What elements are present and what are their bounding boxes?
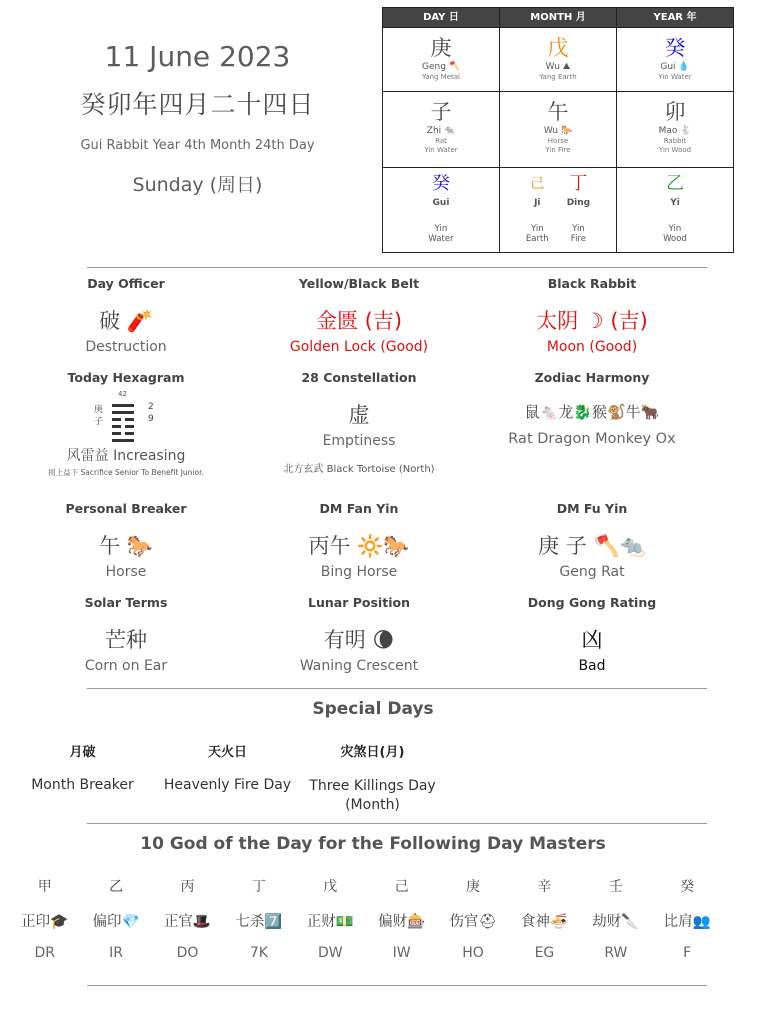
day-stem: 庚	[430, 36, 452, 60]
stem-xin: 辛	[537, 879, 552, 895]
ten-gods-codes-row	[9, 945, 759, 961]
stems-row	[383, 27, 733, 91]
dong-gong-label: Dong Gong Rating	[527, 595, 657, 610]
zodiac-zh: 鼠🐁龙🐉猴🐒牛🐂	[524, 403, 660, 421]
year-stem: 癸	[664, 36, 686, 60]
month-branch-cell	[500, 92, 617, 167]
year-branch-name: Mao 🐇	[658, 126, 692, 136]
year-stem-cell	[617, 28, 733, 91]
stem-gui: 癸	[680, 879, 695, 895]
dm-fan-yin-section	[244, 501, 474, 580]
constellation-section	[244, 370, 474, 475]
solar-terms-en: Corn on Ear	[84, 658, 168, 674]
dm-fu-yin-section	[477, 501, 707, 580]
belt-section	[244, 276, 474, 355]
year-hidden-cell	[617, 168, 733, 252]
dm-fu-yin-label: DM Fu Yin	[556, 501, 628, 516]
day-stem-element: Yang Metal	[421, 73, 461, 81]
god-direct-wealth: 正财💵	[306, 914, 354, 930]
special-day-3-en: Three Killings Day (Month)	[309, 778, 436, 813]
special-day-2-zh: 天火日	[207, 745, 247, 760]
day-hidden-stem: 癸	[432, 173, 450, 194]
stem-geng: 庚	[466, 879, 481, 895]
personal-breaker-section	[26, 501, 226, 580]
hexagram-note: 损上益下 Sacrifice Senior To Benefit Junior.	[48, 468, 204, 477]
day-stem-name: Geng 🪓	[422, 62, 460, 72]
month-hidden-stem-1: 己	[530, 176, 545, 192]
special-day-3-zh: 灾煞日(月)	[340, 745, 405, 760]
special-day-1-en: Month Breaker	[31, 777, 134, 793]
branches-row	[383, 91, 733, 167]
month-hidden-cell	[500, 168, 617, 252]
weekday: Sunday (周日)	[132, 174, 263, 196]
code-rw: RW	[604, 945, 628, 961]
god-direct-resource: 正印🎓	[21, 914, 69, 930]
hexagram-lines-icon	[112, 404, 134, 446]
stem-wu: 戊	[323, 879, 338, 895]
month-stem: 戊	[547, 36, 569, 60]
dm-fu-yin-en: Geng Rat	[559, 564, 625, 580]
stem-ding: 丁	[251, 879, 266, 895]
month-hidden-element2-1: Earth	[525, 234, 549, 244]
code-eg: EG	[534, 945, 555, 961]
god-indirect-wealth: 偏财🎰	[378, 914, 426, 930]
year-branch-cell	[617, 92, 733, 167]
year-hidden-stem: 乙	[666, 173, 684, 194]
code-f: F	[683, 945, 692, 961]
belt-label: Yellow/Black Belt	[298, 276, 420, 291]
stem-ren: 壬	[608, 879, 623, 895]
divider-3	[87, 823, 707, 824]
constellation-en: Emptiness	[322, 433, 396, 449]
day-branch-animal: Rat	[435, 137, 447, 145]
zodiac-label: Zodiac Harmony	[534, 370, 650, 385]
day-header: DAY 日	[383, 8, 500, 27]
day-branch-cell	[383, 92, 500, 167]
dong-gong-zh: 凶	[581, 628, 603, 652]
year-hidden-element1: Yin	[668, 224, 682, 234]
code-iw: IW	[392, 945, 411, 961]
code-do: DO	[176, 945, 199, 961]
ten-gods-names-row	[9, 910, 759, 931]
date-block	[0, 40, 395, 197]
personal-breaker-label: Personal Breaker	[65, 501, 187, 516]
hexagram-right-top: 2	[148, 402, 154, 412]
stem-jia: 甲	[37, 879, 52, 895]
god-eating-god: 食神🍜	[520, 914, 568, 930]
year-branch: 卯	[664, 100, 686, 124]
month-branch-element: Yin Fire	[545, 146, 571, 154]
day-hidden-element2: Water	[428, 234, 454, 244]
constellation-label: 28 Constellation	[301, 370, 417, 385]
year-branch-element: Yin Wood	[658, 146, 692, 154]
month-hidden-element1-2: Yin	[572, 224, 585, 234]
code-ir: IR	[109, 945, 124, 961]
code-ho: HO	[462, 945, 484, 961]
hexagram-section	[26, 370, 226, 478]
god-rob-wealth: 劫财🔪	[592, 914, 640, 930]
personal-breaker-en: Horse	[105, 564, 147, 580]
day-officer-label: Day Officer	[87, 276, 165, 291]
day-officer-zh: 破 🧨	[99, 309, 153, 333]
dm-fan-yin-label: DM Fan Yin	[319, 501, 399, 516]
special-day-2-en: Heavenly Fire Day	[163, 777, 292, 793]
dm-fu-yin-zh: 庚 子 🪓🐀	[538, 534, 646, 558]
year-branch-animal: Rabbit	[663, 137, 687, 145]
hexagram-left-top: 庚	[94, 405, 104, 415]
solar-terms-zh: 芒种	[105, 628, 147, 652]
hexagram-label: Today Hexagram	[67, 370, 185, 385]
dm-fan-yin-en: Bing Horse	[320, 564, 398, 580]
day-officer-en: Destruction	[85, 339, 167, 355]
lunar-position-section	[244, 595, 474, 674]
black-rabbit-en: Moon (Good)	[546, 339, 638, 355]
month-branch-animal: Horse	[547, 137, 569, 145]
month-hidden-name-2: Ding	[566, 198, 591, 208]
month-branch: 午	[547, 100, 569, 124]
code-dr: DR	[34, 945, 55, 961]
code-7k: 7K	[249, 945, 268, 961]
belt-zh: 金匮 (吉)	[315, 309, 403, 333]
hexagram-right-bottom: 9	[148, 414, 154, 424]
lunar-position-label: Lunar Position	[308, 595, 410, 610]
special-days-title: Special Days	[312, 699, 434, 719]
month-hidden-element1-1: Yin	[530, 224, 544, 234]
date-chinese: 癸卯年四月二十四日	[80, 90, 315, 119]
special-day-3	[300, 741, 445, 815]
god-direct-officer: 正官🎩	[163, 914, 211, 930]
year-hidden-name: Yi	[670, 198, 680, 208]
day-branch-element: Yin Water	[424, 146, 458, 154]
day-hidden-cell	[383, 168, 500, 252]
code-dw: DW	[317, 945, 343, 961]
solar-terms-section	[26, 595, 226, 674]
hexagram-number: 42	[118, 390, 127, 398]
date-description: Gui Rabbit Year 4th Month 24th Day	[80, 138, 315, 153]
god-indirect-resource: 偏印💎	[92, 914, 140, 930]
month-hidden-element2-2: Fire	[570, 234, 586, 244]
dong-gong-section	[477, 595, 707, 674]
god-seven-killings: 七杀7️⃣	[235, 914, 283, 930]
year-header: YEAR 年	[653, 12, 697, 23]
special-day-1	[10, 741, 155, 793]
stem-bing: 丙	[180, 879, 195, 895]
special-day-1-zh: 月破	[69, 745, 96, 760]
day-branch: 子	[430, 100, 452, 124]
constellation-zh: 虚	[348, 403, 370, 427]
month-stem-cell	[500, 28, 617, 91]
black-rabbit-label: Black Rabbit	[547, 276, 637, 291]
dong-gong-en: Bad	[578, 658, 606, 674]
stem-yi: 乙	[109, 879, 124, 895]
special-day-2	[155, 741, 300, 793]
belt-en: Golden Lock (Good)	[289, 339, 429, 355]
four-pillars-table	[382, 7, 734, 253]
year-stem-element: Yin Water	[658, 73, 692, 81]
divider-2	[87, 688, 707, 689]
constellation-note: 北方玄武 Black Tortoise (North)	[283, 464, 435, 475]
month-hidden-stem-2: 丁	[569, 173, 588, 194]
year-hidden-element2: Wood	[663, 234, 687, 244]
zodiac-section	[477, 370, 707, 447]
month-header: MONTH 月	[500, 8, 617, 27]
hexagram-name: 风雷益 Increasing	[66, 448, 186, 464]
day-officer-section	[26, 276, 226, 355]
day-branch-name: Zhi 🐀	[426, 126, 456, 136]
ten-gods-stems-row	[9, 876, 759, 896]
day-stem-cell	[383, 28, 500, 91]
pillars-header-row	[383, 8, 733, 27]
lunar-position-en: Waning Crescent	[299, 658, 419, 674]
lunar-position-zh: 有明 🌘	[323, 628, 395, 652]
month-hidden-name-1: Ji	[534, 198, 541, 208]
god-hurting-officer: 伤官⛑	[449, 914, 497, 930]
month-stem-name: Wu ⛰	[545, 62, 571, 72]
date-title: 11 June 2023	[104, 40, 291, 73]
day-hidden-name: Gui	[432, 198, 450, 208]
month-branch-name: Wu 🐎	[543, 126, 573, 136]
month-stem-element: Yang Earth	[539, 73, 577, 81]
ten-gods-title: 10 God of the Day for the Following Day Masters	[140, 834, 606, 854]
day-hidden-element1: Yin	[434, 224, 448, 234]
divider-1	[87, 267, 707, 268]
year-stem-name: Gui 💧	[660, 62, 690, 72]
hidden-stems-row	[383, 167, 733, 252]
zodiac-en: Rat Dragon Monkey Ox	[508, 431, 676, 447]
stem-ji: 己	[394, 879, 409, 895]
divider-4	[87, 985, 707, 986]
black-rabbit-section	[477, 276, 707, 355]
solar-terms-label: Solar Terms	[84, 595, 168, 610]
hexagram-left-bottom: 子	[94, 417, 104, 427]
black-rabbit-zh: 太阴 ☽ (吉)	[536, 309, 648, 333]
dm-fan-yin-zh: 丙午 🔆🐎	[308, 534, 410, 558]
god-friend: 比肩👥	[663, 914, 711, 930]
hexagram-symbol	[86, 390, 166, 442]
personal-breaker-zh: 午 🐎	[99, 534, 153, 558]
